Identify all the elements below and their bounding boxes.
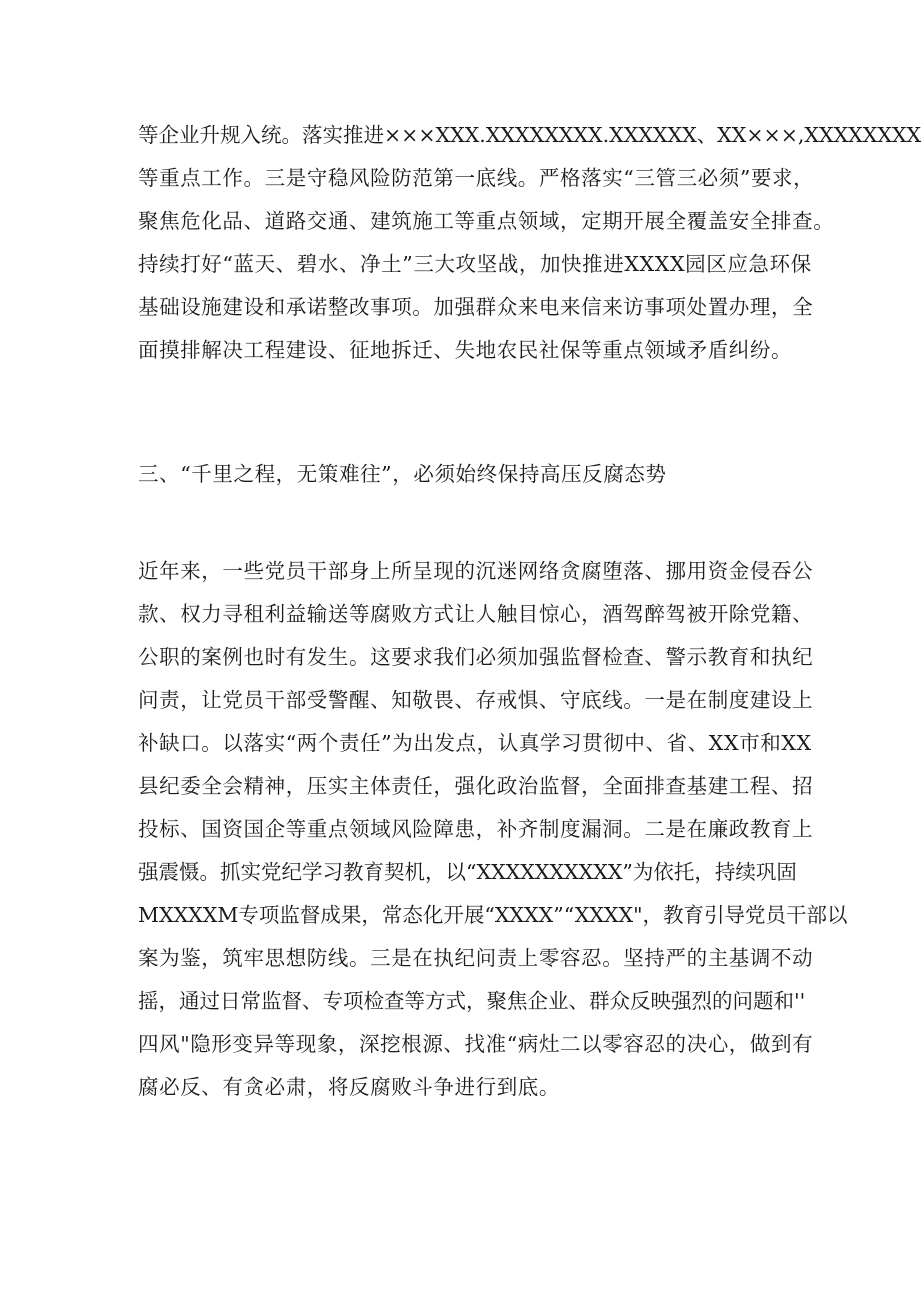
text-line: 款、权力寻租利益输送等腐败方式让人触目惊心，酒驾醉驾被开除党籍、	[138, 602, 814, 626]
body-paragraph-1	[138, 114, 921, 372]
text-line: 等企业升规入统。落实推进×××XXX.XXXXXXXX.XXXXXX、XX×××,XXXXXXXX	[138, 123, 921, 147]
text-line: 公职的案例也时有发生。这要求我们必须加强监督检查、警示教育和执纪	[138, 645, 814, 669]
text-line: MXXXXM专项监督成果，常态化开展“XXXX”“XXXX"，教育引导党员干部以	[138, 903, 848, 927]
text-line: 县纪委全会精神，压实主体责任，强化政治监督，全面排查基建工程、招	[138, 774, 814, 798]
text-line: 强震慑。抓实党纪学习教育契机，以“XXXXXXXXXX”为依托，持续巩固	[138, 860, 797, 884]
text-line: 案为鉴，筑牢思想防线。三是在执纪问责上零容忍。坚持严的主基调不动	[138, 946, 814, 970]
text-line: 补缺口。以落实“两个责任”为出发点，认真学习贯彻中、省、XX市和XX	[138, 731, 812, 755]
text-line: 投标、国资国企等重点领域风险障患，补齐制度漏洞。二是在廉政教育上	[138, 817, 814, 841]
text-line: 摇，通过日常监督、专项检查等方式，聚焦企业、群众反映强烈的问题和''	[138, 989, 806, 1013]
section-heading: 三、“千里之程，无策难往”，必须始终保持高压反腐态势	[138, 462, 667, 486]
body-paragraph-2	[138, 550, 848, 1109]
text-line: 腐必反、有贪必肃，将反腐败斗争进行到底。	[138, 1075, 560, 1099]
text-line: 持续打好“蓝天、碧水、净土”三大攻坚战，加快推进XXXX园区应急环保	[138, 252, 812, 276]
text-line: 问责，让党员干部受警醒、知敬畏、存戒惧、守底线。一是在制度建设上	[138, 688, 814, 712]
text-line: 等重点工作。三是守稳风险防范第一底线。严格落实“三管三必须”要求，	[138, 166, 815, 190]
text-line: 四风"隐形变异等现象，深挖根源、找准“病灶二以零容忍的决心，做到有	[138, 1032, 814, 1056]
text-line: 面摸排解决工程建设、征地拆迁、失地农民社保等重点领域矛盾纠纷。	[138, 338, 793, 362]
text-line: 聚焦危化品、道路交通、建筑施工等重点领域，定期开展全覆盖安全排查。	[138, 209, 835, 233]
text-line: 基础设施建设和承诺整改事项。加强群众来电来信来访事项处置办理，全	[138, 295, 814, 319]
text-line: 近年来，一些党员干部身上所呈现的沉迷网络贪腐堕落、挪用资金侵吞公	[138, 559, 814, 583]
